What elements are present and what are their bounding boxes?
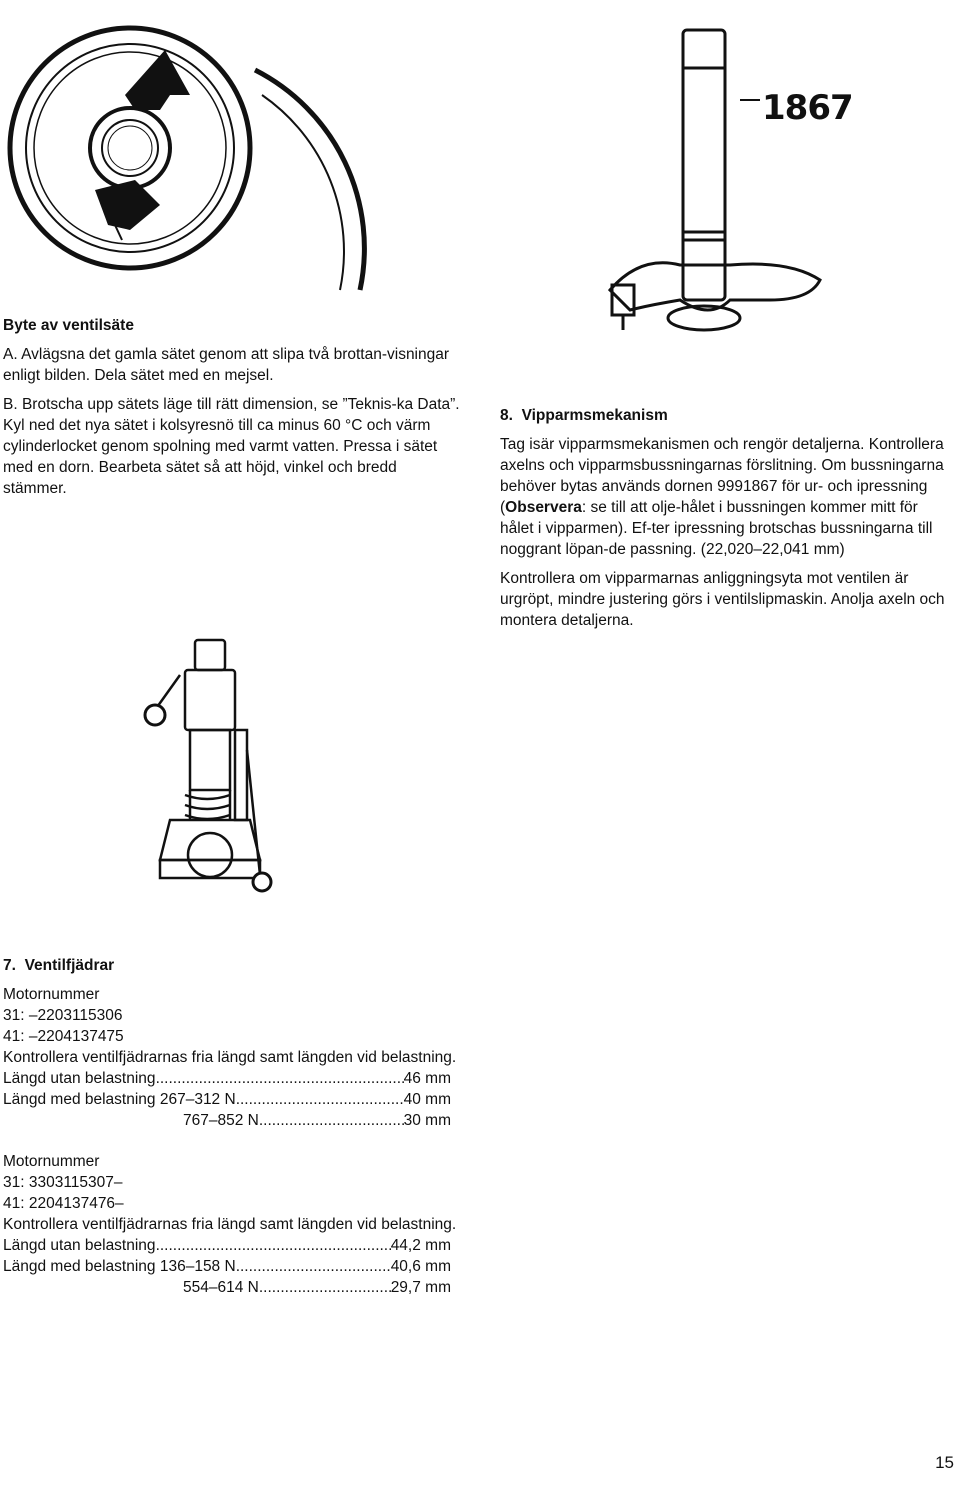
- spec-row-load-2: 554–614 N ..... 29,7 mm: [3, 1277, 451, 1298]
- engine-number-41: 41: 2204137476–: [3, 1195, 124, 1212]
- spec-row-load-2: 767–852 N ..... 30 mm: [3, 1110, 451, 1131]
- drift-tool-figure: [590, 0, 960, 360]
- spec-row-free-length: Längd utan belastning ..... 44,2 mm: [3, 1235, 451, 1256]
- rocker-arm-check: Kontrollera om vipparmarnas anliggningsyta mot ventilen är urgröpt, mindre justering görs i ventilslipmaskin. Anolja axeln och montera detaljerna.: [500, 570, 945, 629]
- spring-tester-figure: [140, 630, 280, 900]
- engine-number-41: 41: –2204137475: [3, 1028, 124, 1045]
- observe-label: Observera: [505, 499, 582, 516]
- valve-springs-heading-title: Ventilfjädrar: [24, 957, 115, 974]
- rocker-arm-heading-number: 8.: [500, 407, 513, 424]
- spec-row-load-1: Längd med belastning 136–158 N ..... 40,6 mm: [3, 1256, 451, 1277]
- engine-number-31: 31: 3303115307–: [3, 1174, 123, 1191]
- engine-number-31: 31: –2203115306: [3, 1007, 123, 1024]
- spring-group-2: [3, 1151, 463, 1298]
- spring-group-1: [3, 984, 463, 1131]
- engine-number-label: Motornummer: [3, 986, 100, 1003]
- rocker-arm-heading: [500, 405, 955, 426]
- valve-springs-section: [3, 955, 463, 1298]
- spec-row-load-1: Längd med belastning 267–312 N ..... 40 mm: [3, 1089, 451, 1110]
- page-number: 15: [935, 1453, 954, 1472]
- rocker-arm-instructions: Tag isär vipparmsmekanismen och rengör detaljerna. Kontrollera axelns och vipparmsbussningarnas förslitning. Om bussningarna behöver bytas används dornen 9991867 för ur- och ipressning (Observera: se till att olje-hålet i bussningen kommer mitt för hålet i vipparmen). Ef-ter ipressning brotschas bussningarna till noggrant löpan-de passning. (22,020–22,041 mm): [500, 436, 944, 558]
- spring-check-text: Kontrollera ventilfjädrarnas fria längd samt längden vid belastning.: [3, 1049, 457, 1066]
- valve-springs-heading: [3, 955, 463, 976]
- valve-seat-figure: [0, 0, 470, 300]
- rocker-arm-section: [500, 405, 955, 631]
- valve-springs-heading-number: 7.: [3, 957, 16, 974]
- valve-seat-section: [3, 315, 463, 499]
- valve-seat-heading: Byte av ventilsäte: [3, 317, 134, 334]
- engine-number-label: Motornummer: [3, 1153, 100, 1170]
- spec-row-free-length: Längd utan belastning ..... 46 mm: [3, 1068, 451, 1089]
- rocker-arm-heading-title: Vipparmsmekanism: [521, 407, 668, 424]
- valve-seat-step-b: B. Brotscha upp sätets läge till rätt dimension, se ”Teknis-ka Data”. Kyl ned det nya sätet i kolsyresnö till ca minus 60 °C och värm cylinderlocket genom spolning med varmt vatten. Pressa i sätet med en dorn. Bearbeta sätet så att höjd, vinkel och bredd stämmer.: [3, 396, 460, 497]
- tool-number-label: 1867: [762, 88, 853, 128]
- valve-seat-step-a: A. Avlägsna det gamla sätet genom att slipa två brottan-visningar enligt bilden. Dela sätet med en mejsel.: [3, 346, 450, 384]
- spring-check-text: Kontrollera ventilfjädrarnas fria längd samt längden vid belastning.: [3, 1216, 457, 1233]
